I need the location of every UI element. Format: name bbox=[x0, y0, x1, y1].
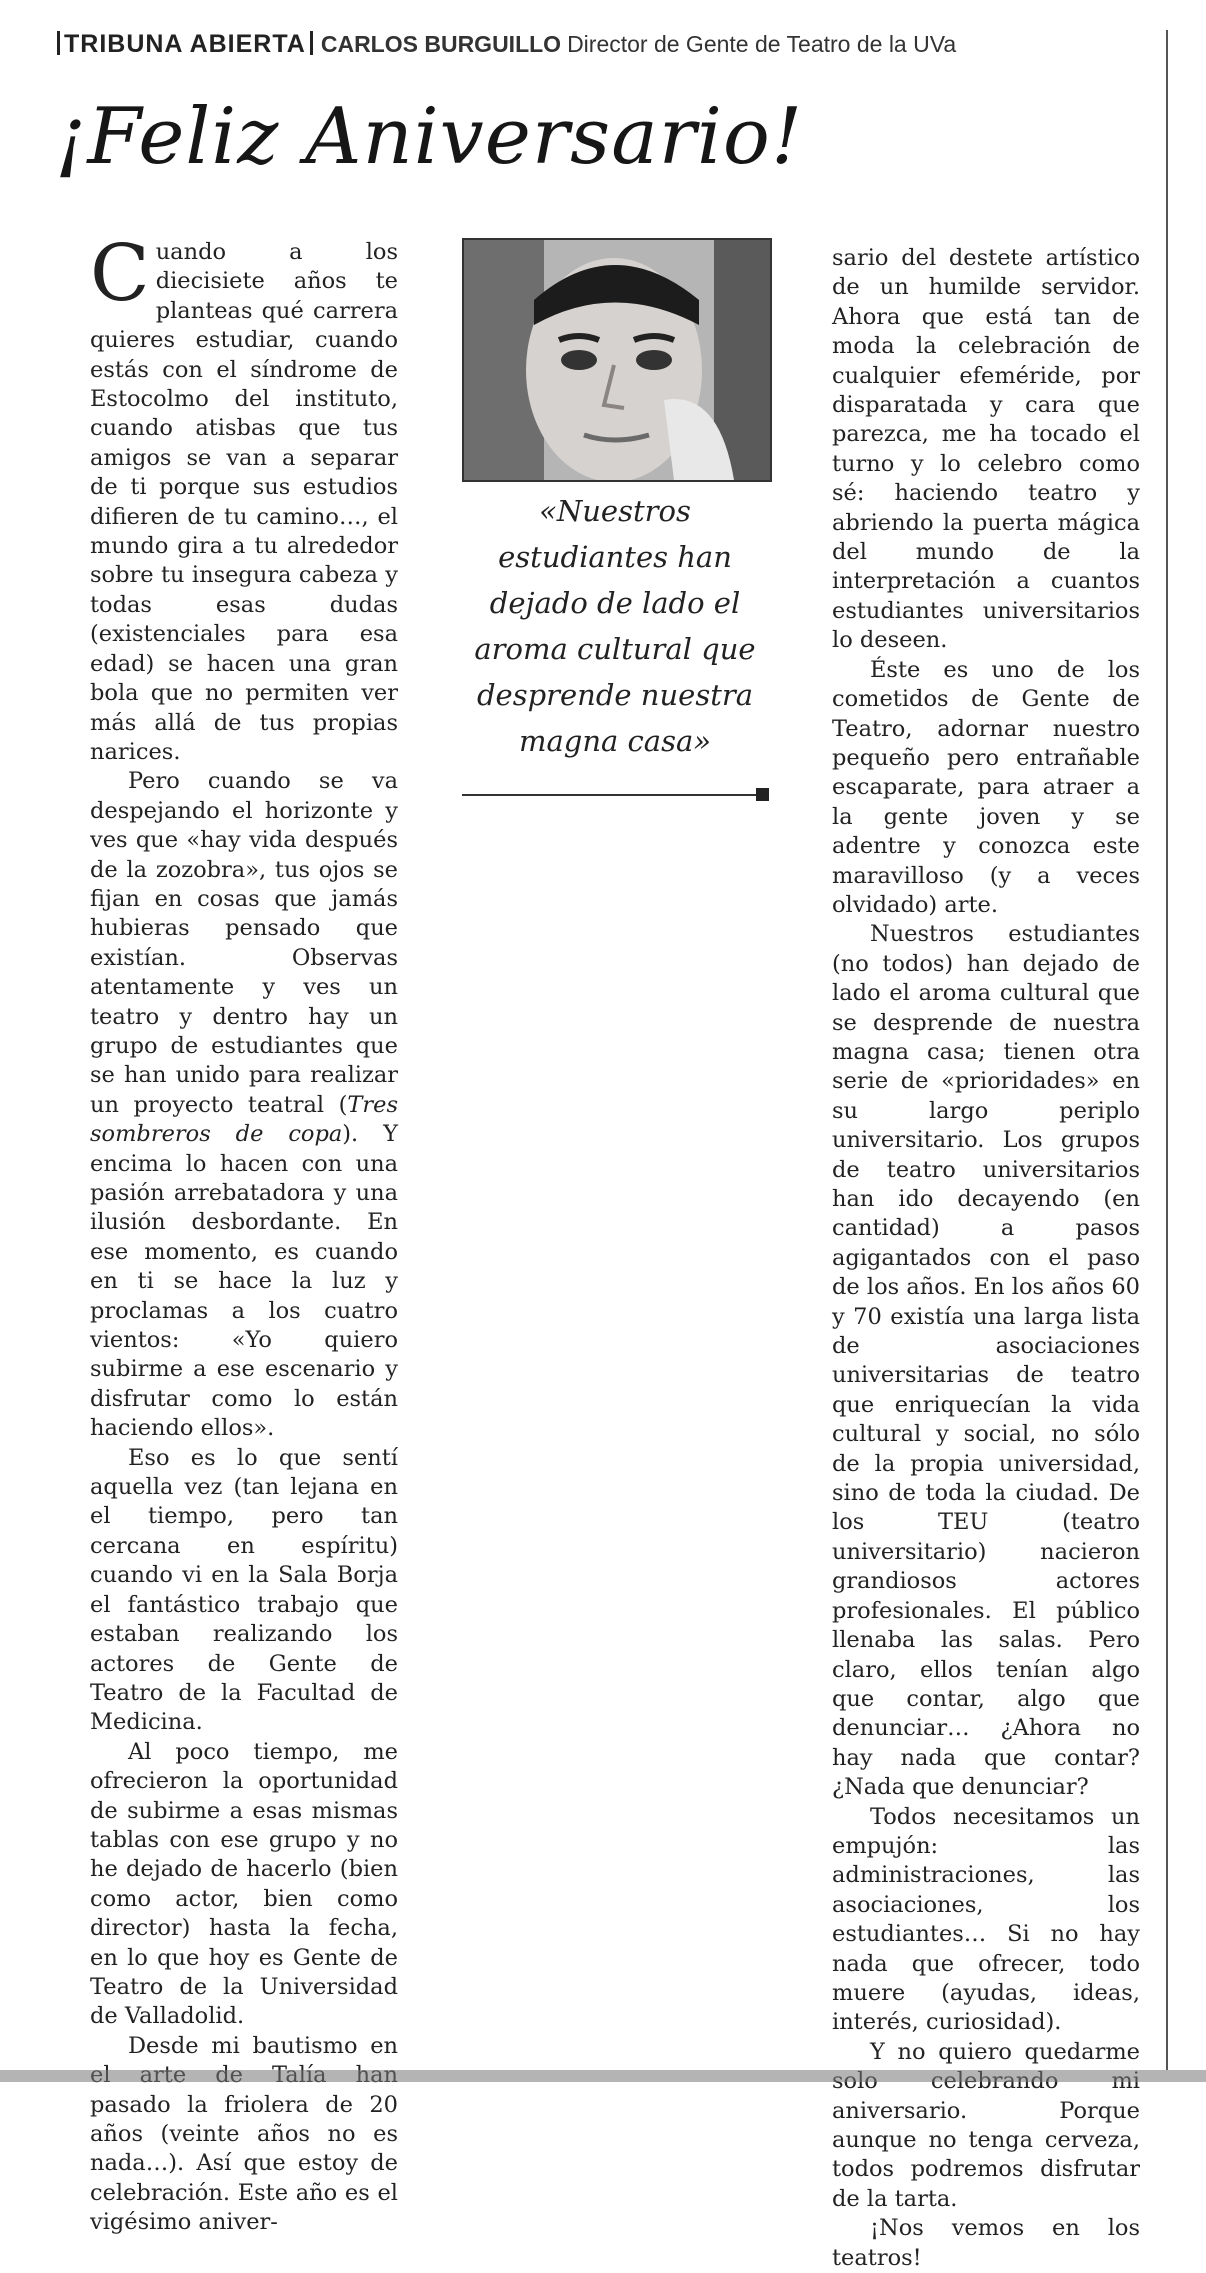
divider bbox=[57, 31, 60, 55]
section-label: TRIBUNA ABIERTA bbox=[64, 30, 306, 58]
paragraph: Y no quiero quedarme aniversario. Porque aunque no tenga cerveza, todos podremos disfrutar de la tarta. bbox=[832, 2038, 1140, 2212]
portrait-illustration bbox=[464, 240, 770, 480]
author-role: Director de Gente de Teatro de la UVa bbox=[567, 31, 957, 57]
article-title: ¡Feliz Aniversario! bbox=[55, 92, 804, 182]
paragraph: Desde mi bautismo en pasado la friolera de 20 años (veinte años no es nada…). Así que estoy de celebración. Este año es el vigésimo aniver- bbox=[90, 2032, 398, 2236]
article-header bbox=[57, 30, 956, 59]
paragraph: Eso es lo que sentí aquella vez (tan lejana en el tiempo, pero tan cercana en espíritu) cuando vi en la Sala Borja el fantástico trabajo que estaban realizando los actores de Gente de Teatro de la Facultad de Medicina. bbox=[90, 1444, 398, 1736]
paragraph-text: ). Y encima lo hacen con una pasión arrebatadora y una ilusión desbordante. En ese momento, es cuando en ti se hace la luz y proclamas a los cuatro vientos: «Yo quiero subirme a ese escenario y disfrutar como lo están haciendo ellos». bbox=[90, 1121, 398, 1442]
paragraph: ¡Nos vemos en los teatros! bbox=[832, 2215, 1140, 2271]
paragraph: Éste es uno de los cometidos de Gente de Teatro, adornar nuestro pequeño pero entrañable escaparate, para atraer a la gente joven y se adentre y conozca este maravilloso (y a veces olvidado) arte. bbox=[832, 656, 1140, 918]
divider bbox=[310, 31, 313, 55]
paragraph: Todos necesitamos un empujón: las administraciones, las asociaciones, los estudiantes… Si no hay nada que ofrecer, todo muere (ayudas, ideas, interés, curiosidad). bbox=[832, 1803, 1140, 2036]
end-square-icon bbox=[756, 788, 769, 801]
page-border bbox=[1166, 30, 1168, 2070]
paragraph-text: uando a los diecisiete años te planteas qué carrera quieres estudiar, cuando estás con el síndrome de Estocolmo del instituto, cuando atisbas que tus amigos se van a separar de ti porque sus estudios difieren de tu camino…, el mundo gira a tu alrededor sobre tu insegura cabeza y todas esas dudas (existenciales para esa edad) se hacen una gran bola que no permiten ver más allá de tus propias narices. bbox=[90, 239, 398, 765]
bottom-rule bbox=[0, 2070, 1206, 2082]
play-title: Tres sombreros de copa bbox=[90, 1091, 398, 1148]
drop-cap: C bbox=[90, 229, 150, 319]
paragraph bbox=[90, 229, 398, 767]
paragraph bbox=[90, 767, 398, 1443]
paragraph: Nuestros estudiantes (no todos) han dejado de lado el aroma cultural que se desprende de nuestra magna casa; tienen otra serie de «prioridades» en su largo periplo universitario. Los grupos de teatro universitarios han ido decayendo (en cantidad) a pasos agigantados con el paso de los años. En los años 60 y 70 existía una larga lista de asociaciones universitarias de teatro que enriquecían la vida cultural y social, no sólo de la propia universidad, sino de toda la ciudad. De los TEU (teatro universitario) nacieron grandiosos actores profesionales. El público llenaba las salas. Pero claro, ellos tenían algo que contar, algo que denunciar… ¿Ahora no hay nada que contar? ¿Nada que denunciar? bbox=[832, 921, 1140, 1801]
paragraph-text: Pero cuando se va despejando el horizonte y ves que «hay vida después de la zozobra», tus ojos se fijan en cosas que jamás hubieras pensado que existían. Observas atentamente y ves un teatro y dentro hay un grupo de estudiantes que se han unido para realizar un proyecto teatral ( bbox=[90, 768, 398, 1118]
paragraph: sario del destete artístico de un humilde servidor. Ahora que está tan de moda la celebración de cualquier efeméride, por disparatada y cara que parezca, me ha tocado el turno y lo celebro como sé: haciendo teatro y abriendo la puerta mágica del mundo de la interpretación a cuantos estudiantes universitarios lo deseen. bbox=[832, 245, 1140, 654]
paragraph: Al poco tiempo, me ofrecieron la oportunidad de subirme a esas mismas tablas con ese grupo y no he dejado de hacerlo (bien como actor, bien como director) hasta la fecha, en lo que hoy es Gente de Teatro de la Universidad de Valladolid. bbox=[90, 1738, 398, 2030]
column-left bbox=[90, 229, 398, 2238]
pull-quote: «Nuestros estudiantes han dejado de lado el aroma cultural que desprende nuestra magna casa» bbox=[474, 494, 756, 758]
author-photo bbox=[462, 238, 772, 482]
quote-rule bbox=[462, 794, 760, 796]
author-name: CARLOS BURGUILLO bbox=[320, 31, 562, 57]
column-right bbox=[832, 244, 1140, 2273]
